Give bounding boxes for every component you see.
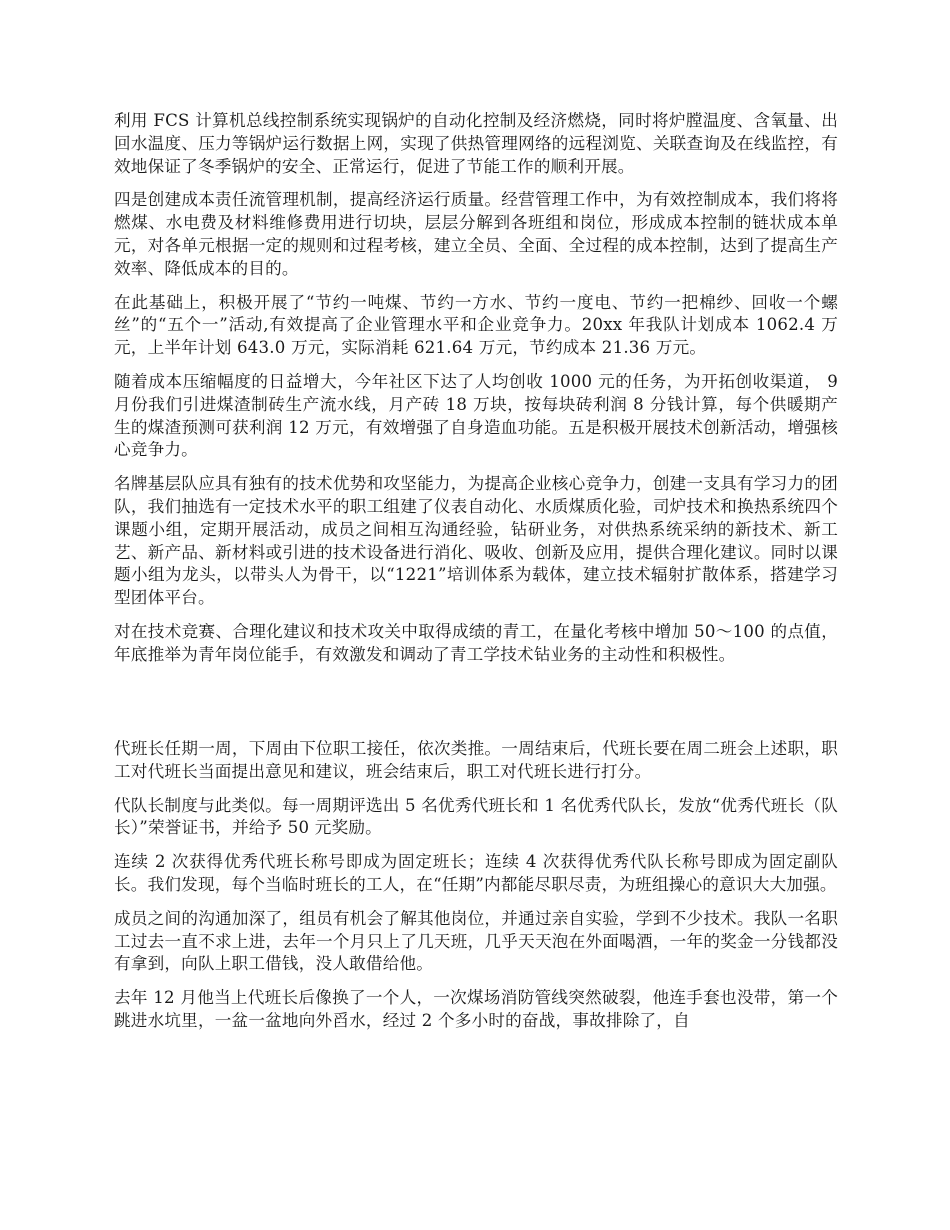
paragraph: 成员之间的沟通加深了，组员有机会了解其他岗位，并通过亲自实验，学到不少技术。我队一名职工过去一直不求上进，去年一个月只上了几天班，几乎天天泡在外面喝酒，一年的奖金一分钱都没有拿到，向队上职工借钱，没人敢借给他。 — [114, 908, 838, 974]
paragraph: 在此基础上，积极开展了“节约一吨煤、节约一方水、节约一度电、节约一把棉纱、回收一个螺丝”的“五个一”活动,有效提高了企业管理水平和企业竞争力。20xx 年我队计划成本 1062.4 万元，上半年计划 643.0 万元，实际消耗 621.64 万元，节约成本 21.36 万元。 — [114, 292, 838, 358]
paragraph: 对在技术竞赛、合理化建议和技术攻关中取得成绩的青工，在量化考核中增加 50～100 的点值，年底推举为青年岗位能手，有效激发和调动了青工学技术钻业务的主动性和积极性。 — [114, 621, 838, 664]
paragraph: 利用 FCS 计算机总线控制系统实现锅炉的自动化控制及经济燃烧，同时将炉膛温度、含氧量、出回水温度、压力等锅炉运行数据上网，实现了供热管理网络的远程浏览、关联查询及在线监控，有效地保证了冬季锅炉的安全、正常运行，促进了节能工作的顺利开展。 — [114, 111, 838, 176]
paragraph: 代班长任期一周，下周由下位职工接任，依次类推。一周结束后，代班长要在周二班会上述职，职工对代班长当面提出意见和建议，班会结束后，职工对代班长进行打分。 — [114, 739, 838, 781]
paragraph: 随着成本压缩幅度的日益增大，今年社区下达了人均创收 1000 元的任务，为开拓创收渠道， 9 月份我们引进煤渣制砖生产流水线，月产砖 18 万块，按每块砖利润 8 分钱计算，每个供暖期产生的煤渣预测可获利润 12 万元，有效增强了自身造血功能。五是积极开展技术创新活动，增强核心竞争力。 — [114, 371, 838, 460]
paragraph: 名牌基层队应具有独有的技术优势和攻坚能力，为提高企业核心竞争力，创建一支具有学习力的团队，我们抽选有一定技术水平的职工组建了仪表自动化、水质煤质化验，司炉技术和换热系统四个课题小组，定期开展活动，成员之间相互沟通经验，钻研业务，对供热系统采纳的新技术、新工艺、新产品、新材料或引进的技术设备进行消化、吸收、创新及应用，提供合理化建议。同时以课题小组为龙头，以带头人为骨干，以“1221”培训体系为载体，建立技术辐射扩散体系，搭建学习型团体平台。 — [114, 474, 838, 608]
paragraph: 去年 12 月他当上代班长后像换了一个人，一次煤场消防管线突然破裂，他连手套也没带，第一个跳进水坑里，一盆一盆地向外舀水，经过 2 个多小时的奋战，事故排除了，自 — [114, 988, 838, 1030]
paragraph: 连续 2 次获得优秀代班长称号即成为固定班长；连续 4 次获得优秀代队长称号即成为固定副队长。我们发现，每个当临时班长的工人，在“任期”内都能尽职尽责，为班组操心的意识大大加强。 — [114, 852, 838, 894]
paragraph: 四是创建成本责任流管理机制，提高经济运行质量。经营管理工作中，为有效控制成本，我们将将燃煤、水电费及材料维修费用进行切块，层层分解到各班组和岗位，形成成本控制的链状成本单元，对各单元根据一定的规则和过程考核，建立全员、全面、全过程的成本控制，达到了提高生产效率、降低成本的目的。 — [114, 190, 838, 278]
text-section-two — [114, 738, 838, 1044]
text-section-one — [114, 110, 838, 678]
paragraph: 代队长制度与此类似。每一周期评选出 5 名优秀代班长和 1 名优秀代队长，发放“优秀代班长（队长）”荣誉证书，并给予 50 元奖励。 — [114, 795, 838, 838]
